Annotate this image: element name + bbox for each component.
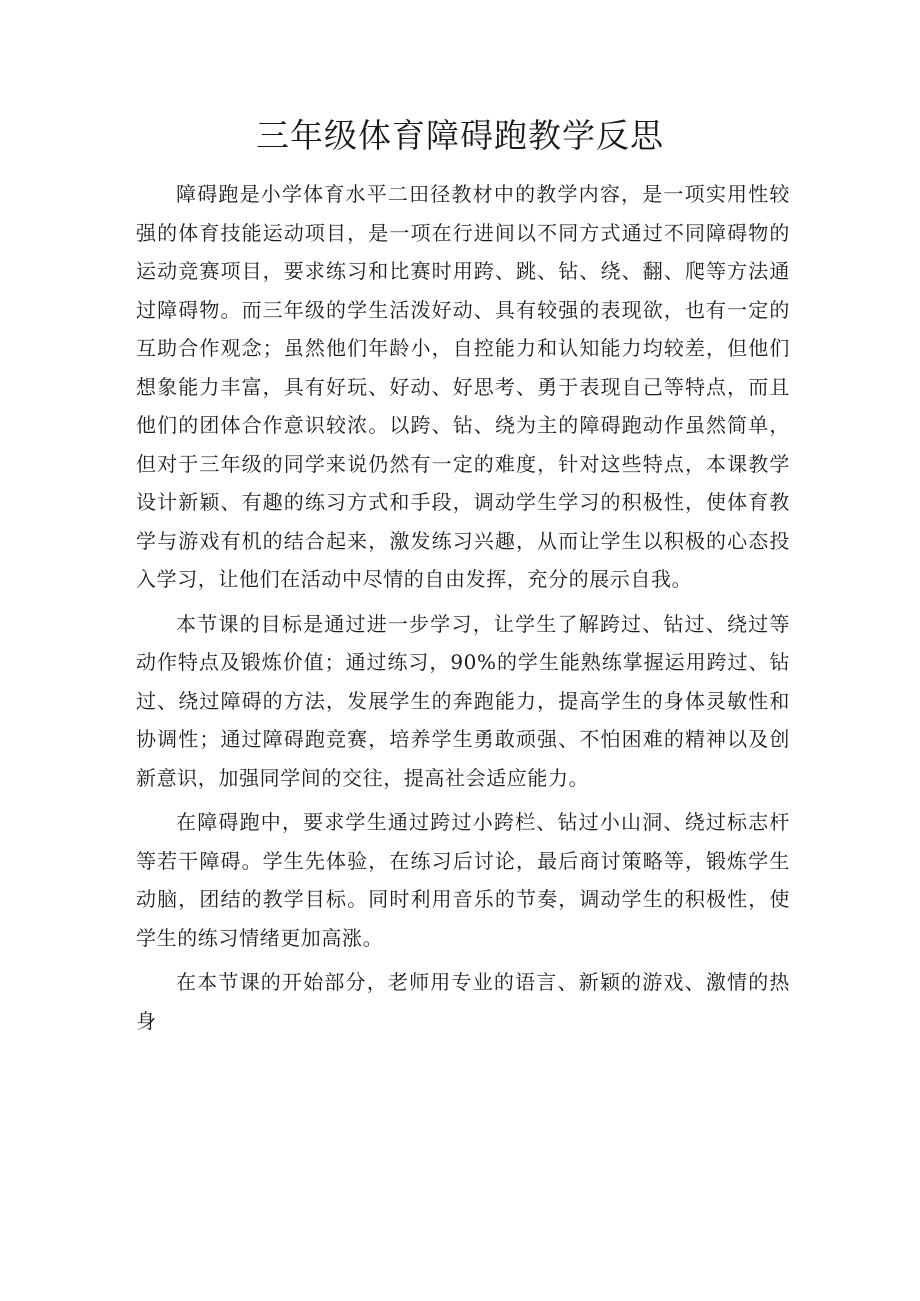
document-title: 三年级体育障碍跑教学反思 — [256, 116, 664, 155]
document-body — [136, 175, 790, 1046]
paragraph-4: 在本节课的开始部分，老师用专业的语言、新颖的游戏、激情的热身 — [136, 970, 790, 1033]
paragraph-2: 本节课的目标是通过进一步学习，让学生了解跨过、钻过、绕过等动作特点及锻炼价值；通过练习，90%的学生能熟练掌握运用跨过、钻过、绕过障碍的方法，发展学生的奔跑能力，提高学生的身体灵敏性和协调性；通过障碍跑竞赛，培养学生勇敢顽强、不怕困难的精神以及创新意识，加强同学间的交往，提高社会适应能力。 — [136, 611, 790, 790]
paragraph-3: 在障碍跑中，要求学生通过跨过小跨栏、钻过小山洞、绕过标志杆等若干障碍。学生先体验，在练习后讨论，最后商讨策略等，锻炼学生动脑，团结的教学目标。同时利用音乐的节奏，调动学生的积极性，使学生的练习情绪更加高涨。 — [136, 810, 790, 950]
paragraph-1: 障碍跑是小学体育水平二田径教材中的教学内容，是一项实用性较强的体育技能运动项目，是一项在行进间以不同方式通过不同障碍物的运动竞赛项目，要求练习和比赛时用跨、跳、钻、绕、翻、爬等方法通过障碍物。而三年级的学生活泼好动、具有较强的表现欲，也有一定的互助合作观念；虽然他们年龄小，自控能力和认知能力均较差，但他们想象能力丰富，具有好玩、好动、好思考、勇于表现自己等特点，而且他们的团体合作意识较浓。以跨、钻、绕为主的障碍跑动作虽然简单，但对于三年级的同学来说仍然有一定的难度，针对这些特点，本课教学设计新颖、有趣的练习方式和手段，调动学生学习的积极性，使体育教学与游戏有机的结合起来，激发练习兴趣，从而让学生以积极的心态投入学习，让他们在活动中尽情的自由发挥，充分的展示自我。 — [136, 182, 790, 591]
